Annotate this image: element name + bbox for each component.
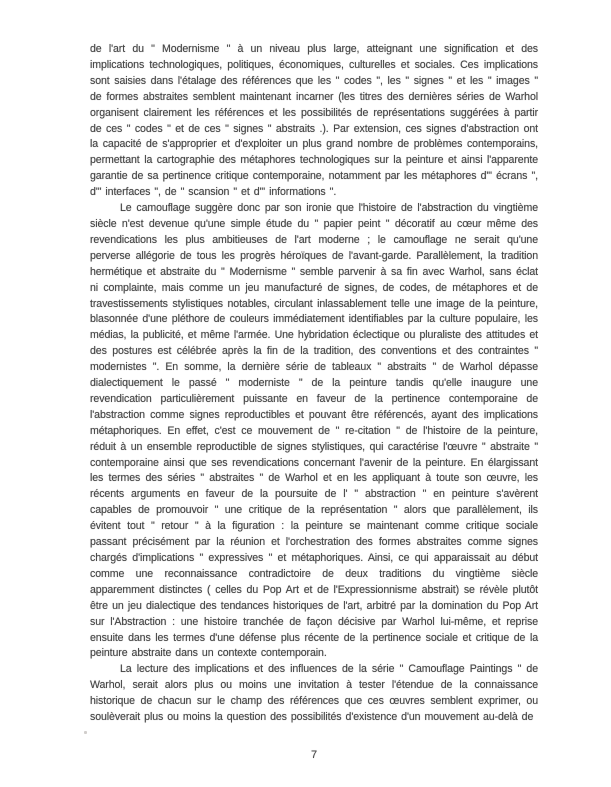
page-number: 7 [310, 749, 318, 761]
paragraph-continuation: de l'art du " Modernisme " à un niveau plus large, atteignant une signification et des implications technologiques, politiques, économiques, culturelles et sociales. Ces implications sont saisies dans l'étalage des références que les " codes ", les " signes " et les " images " de formes abstraites semblent maintenant incarner (les titres des dernières séries de Warhol organisent clairement les références et les possibilités de représentations suggérées à partir de ces " codes " et de ces " signes " abstraits .). Par extension, ces signes d'abstraction ont la capacité de s'approprier et d'exploiter un plus grand nombre de problèmes contemporains, permettant la cartographie des métaphores technologiques sur la peinture et ainsi l'apparente garantie de sa pertinence critique contemporaine, notamment par les métaphores d'" écrans ", d'" interfaces ", de " scansion " et d'" informations ". [90, 43, 538, 199]
scan-speck-artifact [84, 731, 87, 734]
paragraph-camouflage-irony: Le camouflage suggère donc par son ironie que l'histoire de l'abstraction du vingtième siècle n'est devenue qu'une simple étude du " papier peint " décoratif au cœur même des revendications les plus ambitieuses de l'art moderne ; le camouflage ne serait qu'une perverse allégorie de tous les progrès héroïques de l'avant-garde. Parallèlement, la tradition hermétique et abstraite du " Modernisme " semble parvenir à sa fin avec Warhol, sans éclat ni complainte, mais comme un jeu manufacturé de signes, de codes, de métaphores et de travestissements stylistiques notables, circulant inlassablement telle une image de la peinture, blasonnée d'une pléthore de couleurs immédiatement identifiables par la culture populaire, les médias, la publicité, et même l'armée. Une hybridation éclectique ou pluraliste des attitudes et des postures est célébrée après la fin de la tradition, des conventions et des contraintes " modernistes ". En somme, la dernière série de tableaux " abstraits " de Warhol dépasse dialectiquement le passé " moderniste " de la peinture tandis qu'elle inaugure une revendication particulièrement puissante en faveur de la pertinence contemporaine de l'abstraction comme signes reproductibles et pouvant être référencés, ayant des implications métaphoriques. En effet, c'est ce mouvement de " re-citation " de l'histoire de la peinture, réduit à un ensemble reproductible de signes stylistiques, qui caractérise l'œuvre " abstraite " contemporaine ainsi que ses revendications concernant l'avenir de la peinture. En élargissant les termes des séries " abstraites " de Warhol et en les appliquant à toute son œuvre, les récents arguments en faveur de la poursuite de l' " abstraction " en peinture s'avèrent capables de promouvoir " une critique de la représentation " alors que parallèlement, ils évitent tout " retour " à la figuration : la peinture se maintenant comme critique sociale passant précisément par la réunion et l'orchestration des formes abstraites comme signes chargés d'implications " expressives " et métaphoriques. Ainsi, ce qui apparaissait au début comme une reconnaissance contradictoire de deux traditions du vingtième siècle apparemment distinctes ( celles du Pop Art et de l'Expressionnisme abstrait) se révèle plutôt être un jeu dialectique des tendances historiques de l'art, arbitré par la domination du Pop Art sur l'Abstraction : une histoire tranchée de façon décisive par Warhol lui-même, et reprise ensuite dans les termes d'une défense plus récente de la pertinence sociale et critique de la peinture abstraite dans un contexte contemporain. [90, 202, 538, 660]
page-body-text [90, 42, 538, 726]
paragraph-lecture-implications: La lecture des implications et des influences de la série " Camouflage Paintings " de Warhol, serait alors plus ou moins une invitation à tester l'étendue de la connaissance historique de chacun sur le champ des références que ces œuvres semblent exprimer, ou soulèverait plus ou moins la question des possibilités d'existence d'un mouvement au-delà de [90, 663, 538, 724]
